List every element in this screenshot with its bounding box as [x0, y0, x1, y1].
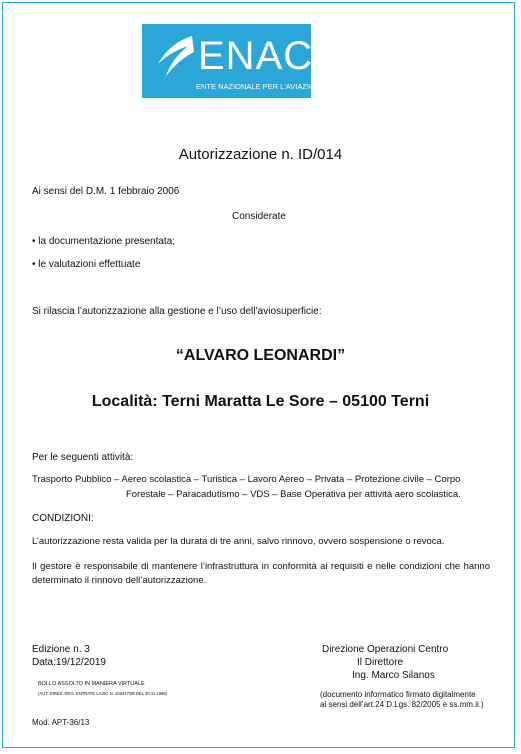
- logo-subtitle: ENTE NAZIONALE PER L'AVIAZIONE CIVILE: [196, 82, 352, 91]
- logo-wordmark: ENAC: [198, 34, 314, 78]
- activities-intro: Per le seguenti attività:: [32, 452, 134, 463]
- conditions-heading: CONDIZIONI:: [32, 513, 94, 524]
- page-border: [2, 2, 515, 748]
- bullet-item: • le valutazioni effettuate: [32, 259, 141, 270]
- stamp-line-2: (AUT. DIREZ. REG. ENTRATE LAZIO N. 105347/98 DEL 30.11.1998): [38, 691, 168, 696]
- release-text: Si rilascia l’autorizzazione alla gestione e l’uso dell’aviosuperficie:: [32, 306, 322, 317]
- issue-date: Data:19/12/2019: [32, 657, 106, 668]
- legal-basis: Ai sensi del D.M. 1 febbraio 2006: [32, 186, 180, 197]
- stamp-line-1: BOLLO ASSOLTO IN MANIERA VIRTUALE: [38, 681, 145, 687]
- director-role: Il Direttore: [357, 657, 404, 668]
- considerate-label: Considerate: [232, 211, 286, 222]
- form-code: Mod. APT-36/13: [32, 718, 90, 727]
- bullet-item: • la documentazione presentata;: [32, 236, 176, 247]
- digital-signature-note-2: ai sensi dell’art.24 D.Lgs. 82/2005 e ss.mm.ii.): [320, 700, 484, 709]
- enac-logo: [142, 24, 352, 98]
- activities-line-2: Forestale – Paracadutismo – VDS – Base Operativa per attività aero scolastica.: [126, 489, 461, 500]
- document-title: Autorizzazione n. ID/014: [178, 146, 343, 163]
- direction-name: Direzione Operazioni Centro: [322, 644, 449, 655]
- condition-validity: L’autorizzazione resta valida per la durata di tre anni, salvo rinnovo, ovvero sospensione o revoca.: [32, 536, 445, 547]
- condition-maintenance: Il gestore è responsabile di mantenere l’infrastruttura in conformità ai requisiti e nelle condizioni che hanno determinato il rinnovo dell’autorizzazione.: [32, 561, 490, 586]
- enac-wing-icon: [148, 30, 204, 86]
- activities-line-1: Trasporto Pubblico – Aereo scolastica – Turistica – Lavoro Aereo – Privata – Protezione civile – Corpo: [32, 474, 461, 485]
- airfield-name: “ALVARO LEONARDI”: [175, 347, 346, 364]
- signer-name: Ing. Marco Silanos: [352, 670, 435, 681]
- edition-number: Edizione n. 3: [32, 644, 90, 655]
- airfield-location: Località: Terni Maratta Le Sore – 05100 Terni: [91, 393, 430, 410]
- digital-signature-note-1: (documento informatico firmato digitalmente: [320, 690, 476, 699]
